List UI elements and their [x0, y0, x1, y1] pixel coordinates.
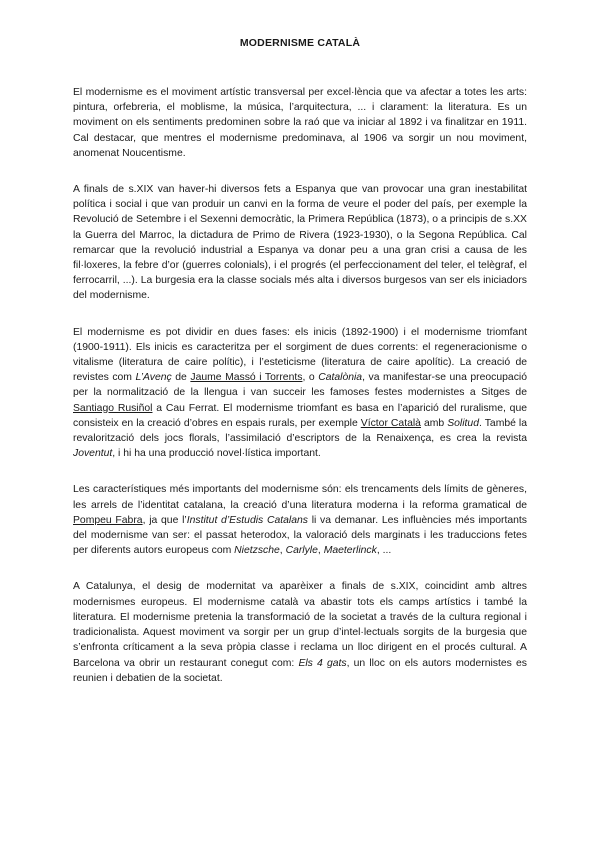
paragraph-1 — [73, 85, 527, 161]
paragraph-5 — [73, 579, 527, 685]
text-run: El modernisme es pot dividir en dues fases: els inicis (1892-1900) i el modernisme triomfant (1900-1911). Els inicis es caracteritza per el sorgiment de dues corrents: el regeneracionisme o vitalisme (literatura de caire polític), i l’esteticisme (literatura de caire apolític). La creació de revistes com — [73, 326, 527, 384]
text-run: amb — [420, 417, 448, 429]
document-body — [73, 85, 527, 707]
text-run: li va demanar. Les influències més importants del modernisme van ser: el passat heterodox, la valoració dels marginats i les traduccions fetes per diferents autors europeus com — [73, 514, 528, 557]
paragraph-4 — [73, 482, 527, 558]
paragraph-2 — [73, 182, 527, 304]
text-run: , i hi ha una producció novel·lística important. — [112, 448, 321, 460]
underlined-name: Santiago Rusiñol — [73, 402, 153, 414]
text-run: de — [171, 372, 191, 384]
text-run: , un lloc on els autors modernistes es reunien i debatien de la societat. — [73, 657, 527, 684]
italic-title: Catalònia — [318, 372, 363, 384]
italic-title: Nietzsche — [234, 545, 280, 557]
text-run: , o — [302, 372, 319, 384]
text-run: A Catalunya, el desig de modernitat va aparèixer a finals de s.XIX, coincidint amb altres modernismes europeus. El modernisme català va abastir tots els camps artístics i també la literatura. El modernisme pretenia la transformació de la societat a través de la cultura regional i tradicionalista. Aquest moviment va sorgir per un grup d’intel·lectuals sorgits de la burgesia que s’enfronta críticament a la seva pròpia classe i reclama un lloc dirigent en el procés cultural. A Barcelona va obrir un restaurant conegut com: — [73, 581, 527, 669]
text-run: , va manifestar-se una preocupació per la normalització de la llengua i van succeir les famoses festes modernistes a Sitges de — [73, 372, 527, 399]
text-run: . També la revalorització dels jocs florals, l’assimilació d’escriptors de la Renaixença, es crea la revista — [73, 417, 528, 445]
italic-title: Maeterlinck — [323, 545, 377, 557]
underlined-name: Jaume Massó i Torrents — [190, 372, 303, 384]
text-run: , ... — [376, 545, 392, 557]
paragraph-3 — [73, 325, 527, 462]
text-run: Les característiques més importants del modernisme són: els trencaments dels límits de gèneres, les arrels de l’identitat catalana, la creació d’una literatura moderna i la reforma gramatical de — [73, 484, 527, 511]
italic-title: L’Avenç — [135, 372, 172, 384]
italic-title: Joventut — [73, 448, 113, 460]
text-run: a Cau Ferrat. El modernisme triomfant es basa en l’aparició del ruralisme, que consisteix en la creació d’obres en espais rurals, per exemple — [73, 402, 528, 429]
italic-title: Institut d’Estudis Catalans — [186, 514, 308, 526]
text-run: , — [279, 545, 286, 557]
italic-title: Els 4 gats — [298, 657, 347, 669]
text-run: , — [317, 545, 324, 557]
italic-title: Carlyle — [285, 545, 318, 557]
text-run: , ja que l’ — [142, 514, 187, 526]
text-run: El modernisme es el moviment artístic transversal per excel·lència que va afectar a totes les arts: pintura, orfebreria, el moblisme, la música, l’arquitectura, ... i clarament: la literatura. Es un moviment on els sentiments predominen sobre la raó que va iniciar al 1892 i va finalitzar en 1911. Cal destacar, que mentres el modernisme predominava, al 1906 va sorgir un nou moviment, anomenat Noucentisme. — [73, 87, 527, 159]
document-title: MODERNISME CATALÀ — [239, 37, 361, 49]
text-run: A finals de s.XIX van haver-hi diversos fets a Espanya que van provocar una gran inestabilitat política i social i que van produir un canvi en la forma de veure el poder del país, per exemple la Revolució de Setembre i el Sexenni democràtic, la Primera República (1873), o a principis de s.XX la Guerra del Marroc, la dictadura de Primo de Rivera (1923-1930), o la Segona República. Cal remarcar que la revolució industrial a Espanya va donar peu a una gran crisi a causa de les fil·loxeres, la febre d’or (guerres colonials), i el progrés (el perfeccionament del teler, el telègraf, el ferrocarril, ...). La burgesia era la classe socials més alta i diversos burgesos van ser els iniciadors del modernisme. — [73, 184, 527, 302]
italic-title: Solitud — [447, 417, 479, 429]
underlined-name: Pompeu Fabra — [73, 514, 143, 526]
underlined-name: Víctor Català — [360, 417, 421, 429]
